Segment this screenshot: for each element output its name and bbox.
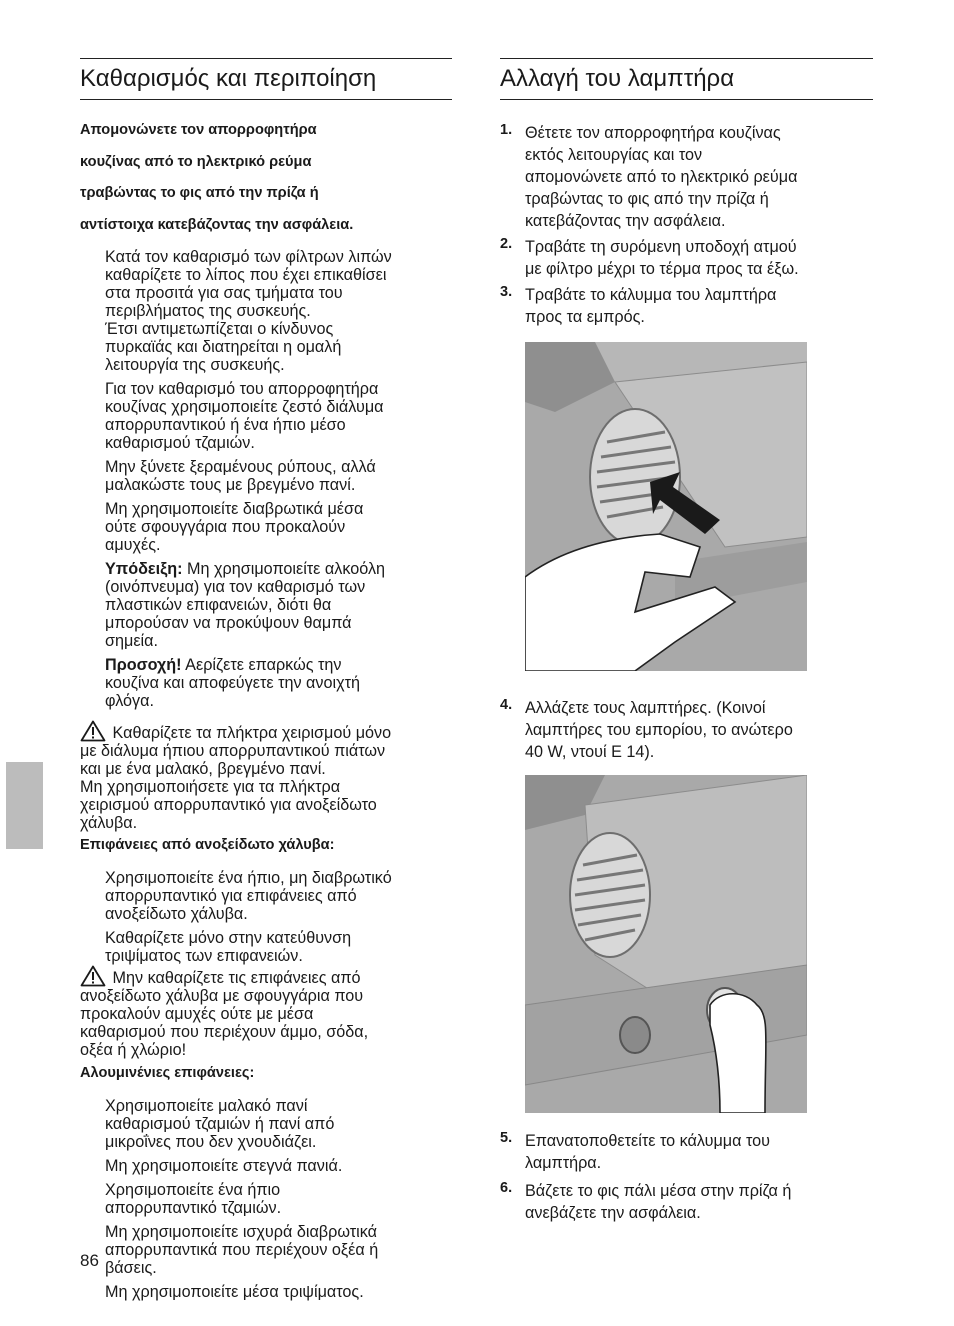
isolation-warning xyxy=(80,122,452,234)
text-line: Χρησιμοποιείτε μαλακό πανί xyxy=(105,1096,308,1115)
warning-triangle-icon xyxy=(80,720,106,742)
steps-group-1 xyxy=(500,122,873,328)
text-line: ανεβάζετε την ασφάλεια. xyxy=(525,1204,701,1222)
text-line: μικροΐνες που δεν χνουδιάζει. xyxy=(105,1132,317,1151)
text-line: πλαστικών επιφανειών, διότι θα xyxy=(105,596,332,615)
text-line: κουζίνας χρησιμοποιείτε ζεστό διάλυμα xyxy=(105,398,384,417)
intro-line: Απομονώνετε τον απορροφητήρα xyxy=(80,122,317,138)
text-line: καθαρίζετε το λίπος που έχει επικαθίσει xyxy=(105,266,387,285)
text-line: σημεία. xyxy=(105,632,158,651)
paragraph-note xyxy=(105,560,452,650)
text-line: χειρισμού απορρυπαντικό για ανοξείδωτο xyxy=(80,796,377,815)
steps-group-3 xyxy=(500,1130,873,1224)
text-line: (οινόπνευμα) για τον καθαρισμό των xyxy=(105,578,366,597)
step-2 xyxy=(500,236,873,280)
text-line: ανοξείδωτο χάλυβα με σφουγγάρια που xyxy=(80,986,364,1005)
text-line: ούτε σφουγγάρια που προκαλούν xyxy=(105,518,346,537)
paragraph-alu-scrub xyxy=(105,1283,452,1301)
text-line: Καθαρίζετε τα πλήκτρα χειρισμού μόνο xyxy=(108,724,392,743)
text-line: καθαρισμού που περιέχουν άμμο, σόδα, xyxy=(80,1022,369,1041)
step-number: 5. xyxy=(500,1130,513,1146)
text-line: εκτός λειτουργίας και τον xyxy=(525,146,703,164)
note-label: Υπόδειξη: xyxy=(105,560,183,579)
warning-triangle-icon xyxy=(80,965,106,987)
text-line: απορρυπαντικό για επιφάνειες από xyxy=(105,886,357,905)
text-line: πυρκαϊάς και διατηρείται η ομαλή xyxy=(105,338,342,357)
text-line: τριψίματος των επιφανειών. xyxy=(105,946,303,965)
text-line: απορρυπαντικού ή ένα ήπιο μέσο xyxy=(105,416,346,435)
text-line: απορρυπαντικό τζαμιών. xyxy=(105,1198,282,1217)
text-line: Βάζετε το φις πάλι μέσα στην πρίζα ή xyxy=(525,1182,792,1200)
text-line: λαμπτήρες του εμπορίου, το ανώτερο xyxy=(525,721,793,739)
text-line: προς τα εμπρός. xyxy=(525,308,645,326)
text-line: περιβλήματος της συσκευής. xyxy=(105,302,311,321)
text-line: Τραβάτε τη συρόμενη υποδοχή ατμού xyxy=(525,238,797,256)
section-title-cleaning: Καθαρισμός και περιποίηση xyxy=(80,58,452,100)
page-number: 86 xyxy=(80,1251,99,1270)
step-1 xyxy=(500,122,873,232)
text-line: μαλακώστε τους με βρεγμένο πανί. xyxy=(105,476,356,495)
text-line: Μη χρησιμοποιείτε στεγνά πανιά. xyxy=(105,1156,343,1175)
text-line: ανοξείδωτο χάλυβα. xyxy=(105,904,248,923)
text-line: και με ένα μαλακό, βρεγμένο πανί. xyxy=(80,760,326,779)
figure-lamp-cover-removal xyxy=(525,342,807,671)
text-line: με διάλυμα ήπιου απορρυπαντικού πιάτων xyxy=(80,742,386,761)
text-line: Κατά τον καθαρισμό των φίλτρων λιπών xyxy=(105,248,392,267)
right-column xyxy=(500,58,873,100)
caution-label: Προσοχή! xyxy=(105,656,182,675)
section-title-lamp: Αλλαγή του λαμπτήρα xyxy=(500,58,873,100)
paragraph-alu-cloth xyxy=(105,1097,452,1151)
text-line: Καθαρίζετε μόνο στην κατεύθυνση xyxy=(105,928,352,947)
steps-group-2 xyxy=(500,697,873,763)
text-line: καθαρισμού τζαμιών ή πανί από xyxy=(105,1114,335,1133)
intro-line: τραβώντας το φις από την πρίζα ή xyxy=(80,185,319,202)
text-line: Επανατοποθετείτε το κάλυμμα του xyxy=(525,1132,770,1150)
figure-lamp-replacement xyxy=(525,775,807,1113)
text-line: Μη χρησιμοποιείτε μέσα τριψίματος. xyxy=(105,1282,364,1301)
steel-heading: Επιφάνειες από ανοξείδωτο χάλυβα: xyxy=(80,837,335,854)
step-number: 4. xyxy=(500,697,513,713)
warning-steel xyxy=(80,965,452,1059)
text-line: οξέα ή χλώριο! xyxy=(80,1040,187,1059)
text-line: Μη χρησιμοποιείτε ισχυρά διαβρωτικά xyxy=(105,1222,377,1241)
paragraph-alu-strong xyxy=(105,1223,452,1277)
step-3 xyxy=(500,284,873,328)
text-line: Αλλάζετε τους λαμπτήρες. (Κοινοί xyxy=(525,699,766,717)
paragraph-alu-dry xyxy=(105,1157,452,1175)
paragraph-steel-cleaner xyxy=(105,869,452,923)
text-line: κατεβάζοντας την ασφάλεια. xyxy=(525,212,726,230)
step-number: 3. xyxy=(500,284,513,300)
text-line: απορρυπαντικά που περιέχουν οξέα ή xyxy=(105,1240,379,1259)
text-line: τραβώντας το φις από την πρίζα ή xyxy=(525,190,769,208)
text-line: κουζίνα και αποφεύγετε την ανοιχτή xyxy=(105,674,361,693)
text-line: αμυχές. xyxy=(105,536,161,555)
step-5 xyxy=(500,1130,873,1174)
text-line: απομονώνετε από το ηλεκτρικό ρεύμα xyxy=(525,168,798,186)
text-line: στα προσιτά για σας τμήματα του xyxy=(105,284,343,303)
text-line: καθαρισμού τζαμιών. xyxy=(105,434,255,453)
text-line: με φίλτρο μέχρι το τέρμα προς τα έξω. xyxy=(525,260,799,278)
paragraph-steel-direction xyxy=(105,929,452,965)
aluminium-heading: Αλουμινένιες επιφάνειες: xyxy=(80,1064,255,1081)
paragraph-alu-mild xyxy=(105,1181,452,1217)
step-number: 6. xyxy=(500,1180,513,1196)
step-4 xyxy=(500,697,873,763)
paragraph-abrasive xyxy=(105,500,452,554)
text-line: Χρησιμοποιείτε ένα ήπιο xyxy=(105,1180,281,1199)
text-line: Μην ξύνετε ξεραμένους ρύπους, αλλά xyxy=(105,458,376,477)
text-line: Μη χρησιμοποιήσετε για τα πλήκτρα xyxy=(80,778,341,797)
text-line: Μη χρησιμοποιείτε διαβρωτικά μέσα xyxy=(105,500,364,519)
text-line: Χρησιμοποιείτε ένα ήπιο, μη διαβρωτικό xyxy=(105,868,392,887)
text-line: Για τον καθαρισμό του απορροφητήρα xyxy=(105,380,379,399)
text-line: 40 W, ντουί E 14). xyxy=(525,743,655,761)
text-line: χάλυβα. xyxy=(80,814,138,833)
text-line: Έτσι αντιμετωπίζεται ο κίνδυνος xyxy=(105,320,334,339)
text-line: βάσεις. xyxy=(105,1258,157,1277)
paragraph-scrape xyxy=(105,458,452,494)
text-line: προκαλούν αμυχές ούτε με μέσα xyxy=(80,1004,314,1023)
text-line: μπορούσαν να προκύψουν θαμπά xyxy=(105,614,352,633)
text-line: Μην καθαρίζετε τις επιφάνειες από xyxy=(108,968,361,987)
step-number: 2. xyxy=(500,236,513,252)
text-line: φλόγα. xyxy=(105,692,154,711)
paragraph-cleaning-solution xyxy=(105,380,452,452)
step-number: 1. xyxy=(500,122,513,138)
warning-controls xyxy=(80,720,452,832)
chapter-tab-marker xyxy=(6,762,43,849)
text-line: Τραβάτε το κάλυμμα του λαμπτήρα xyxy=(525,286,777,304)
text-line: Θέτετε τον απορροφητήρα κουζίνας xyxy=(525,124,781,142)
paragraph-grease xyxy=(105,248,452,374)
left-column xyxy=(80,58,452,1301)
step-6 xyxy=(500,1180,873,1224)
text-line: Αερίζετε επαρκώς την xyxy=(181,656,342,675)
intro-line: αντίστοιχα κατεβάζοντας την ασφάλεια. xyxy=(80,216,354,233)
intro-line: κουζίνας από το ηλεκτρικό ρεύμα xyxy=(80,153,312,170)
text-line: λειτουργία της συσκευής. xyxy=(105,356,285,375)
paragraph-caution xyxy=(105,656,452,710)
text-line: Μη χρησιμοποιείτε αλκοόλη xyxy=(182,560,386,579)
text-line: λαμπτήρα. xyxy=(525,1154,602,1172)
